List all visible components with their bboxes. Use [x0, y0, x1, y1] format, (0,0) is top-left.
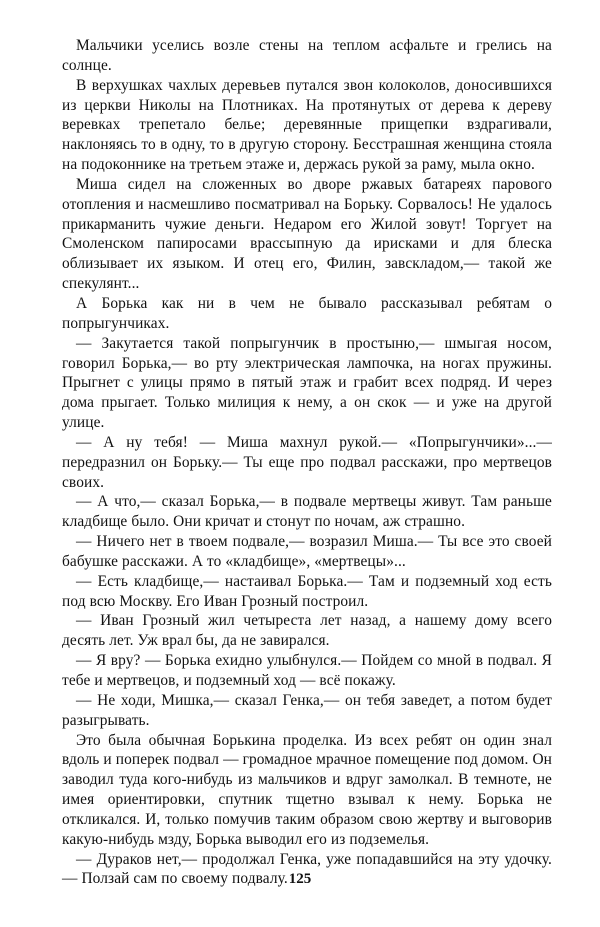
paragraph-8: — Ничего нет в твоем подвале,— возразил Миша.— Ты все это своей бабушке расскажи. А то «кладбище», «мертвецы»...: [62, 533, 552, 570]
paragraph-6: — А ну тебя! — Миша махнул рукой.— «Попрыгунчики»...— передразнил он Борьку.— Ты еще про подвал расскажи, про мертвецов своих.: [62, 433, 552, 491]
paragraph-3: Миша сидел на сложенных во дворе ржавых батареях парового отопления и насмешливо посматривал на Борьку. Сорвалось! Не удалось прикарманить чужие деньги. Недаром его Жилой зовут! Торгует на Смоленском папиросами врассыпную да ирисками и для блеска облизывает их языком. И отец его, Филин, завскладом,— такой же спекулянт...: [62, 175, 552, 293]
paragraph-9: — Есть кладбище,— настаивал Борька.— Там и подземный ход есть под всю Москву. Его Иван Грозный построил.: [62, 572, 552, 610]
paragraph-2: В верхушках чахлых деревьев путался звон колоколов, доносившихся из церкви Николы на Плотниках. На протянутых от дерева к дереву веревках трепетало белье; деревянные прищепки вздрагивали, наклоняясь то в одну, то в другую сторону. Бесстрашная женщина стояла на подоконнике на третьем этаже и, держась рукой за раму, мыла окно.: [62, 76, 552, 174]
paragraph-1: Мальчики уселись возле стены на теплом асфальте и грелись на солнце.: [62, 37, 552, 74]
paragraph-5: — Закутается такой попрыгунчик в простыню,— шмыгая носом, говорил Борька,— во рту электрическая лампочка, на ногах пружины. Прыгнет с улицы прямо в пятый этаж и грабит всех подряд. И через дома прыгает. Только милиция к нему, а он скок — и уже на другой улице.: [62, 334, 552, 432]
paragraph-13: Это была обычная Борькина проделка. Из всех ребят он один знал вдоль и поперек подвал — громадное мрачное помещение под домом. Он заводил туда кого-нибудь из мальчиков и вдруг замолкал. В темноте, не имея ориентировки, спутник тщетно взывал к нему. Борька не откликался. И, только помучив таким образом свою жертву и выговорив какую-нибудь мзду, Борька выводил его из подземелья.: [62, 731, 552, 848]
paragraph-10: — Иван Грозный жил четыреста лет назад, а нашему дому всего десять лет. Уж врал бы, да не завирался.: [62, 612, 552, 650]
paragraph-11: — Я вру? — Борька ехидно улыбнулся.— Пойдем со мной в подвал. Я тебе и мертвецов, и подземный ход — всё покажу.: [62, 652, 552, 689]
body-text: [62, 36, 552, 889]
paragraph-4: А Борька как ни в чем не бывало рассказывал ребятам о попрыгунчиках.: [62, 294, 552, 332]
paragraph-14: — Дураков нет,— продолжал Генка, уже попадавшийся на эту удочку.— Ползай сам по своему подвалу.: [62, 850, 552, 888]
paragraph-12: — Не ходи, Мишка,— сказал Генка,— он тебя заведет, а потом будет разыгрывать.: [62, 691, 552, 729]
page-number: 125: [288, 871, 312, 887]
paragraph-7: — А что,— сказал Борька,— в подвале мертвецы живут. Там раньше кладбище было. Они кричат и стонут по ночам, аж страшно.: [62, 493, 552, 531]
